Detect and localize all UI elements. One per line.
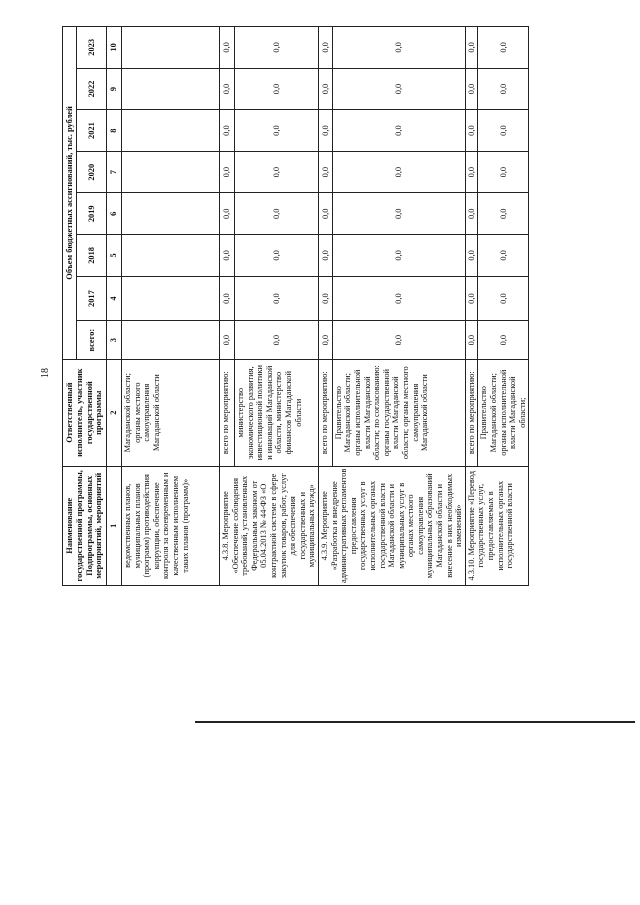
- value-total: [122, 321, 220, 359]
- column-number: 2: [107, 359, 122, 466]
- value-2022: 0,0: [235, 68, 319, 110]
- header-year: 2017: [77, 276, 107, 321]
- header-year: 2023: [77, 27, 107, 69]
- value-2018: 0,0: [318, 235, 332, 277]
- rotated-table-container: [62, 26, 622, 586]
- column-number: 6: [107, 193, 122, 235]
- header-budget-group: Объем бюджетных ассигнований, тыс. рублей: [63, 27, 77, 360]
- value-2019: 0,0: [318, 193, 332, 235]
- row-name: 4.3.10. Мероприятие «Перевод государственных услуг, предоставляемых в исполнительных органах государственной власти: [465, 466, 529, 585]
- value-total: 0,0: [235, 321, 319, 359]
- column-number: 3: [107, 321, 122, 359]
- page-number: 18: [40, 368, 51, 378]
- value-2019: 0,0: [465, 193, 478, 235]
- column-number: 7: [107, 151, 122, 193]
- value-2023: 0,0: [220, 27, 235, 69]
- value-total: 0,0: [478, 321, 529, 359]
- header-responsible: Ответственный исполнитель, участник государственной программы: [63, 359, 107, 466]
- value-2023: [122, 27, 220, 69]
- value-2020: 0,0: [478, 151, 529, 193]
- header-year: 2022: [77, 68, 107, 110]
- value-2018: 0,0: [332, 235, 465, 277]
- header-year: 2020: [77, 151, 107, 193]
- value-total: 0,0: [332, 321, 465, 359]
- row-name: ведомственных планов, муниципальных планов (программ) противодействия коррупции, обеспечение контроля за своевременным и качественным исполнением таких планов (программ)»: [122, 466, 220, 585]
- budget-table: [62, 26, 529, 586]
- value-2023: 0,0: [332, 27, 465, 69]
- value-2018: [122, 235, 220, 277]
- row-responsible: Правительство Магаданской области; органы исполнительной власти Магаданской области; по согласованию: органы государственной власти Магаданской области; органы местного самоуправления Магаданской области: [332, 359, 465, 466]
- value-2019: 0,0: [332, 193, 465, 235]
- value-total: 0,0: [318, 321, 332, 359]
- value-2022: 0,0: [220, 68, 235, 110]
- value-2018: 0,0: [465, 235, 478, 277]
- value-2021: 0,0: [235, 110, 319, 152]
- value-2023: 0,0: [318, 27, 332, 69]
- header-year: 2021: [77, 110, 107, 152]
- value-2017: [122, 276, 220, 321]
- value-total: 0,0: [465, 321, 478, 359]
- row-responsible: всего по мероприятию:: [318, 359, 332, 466]
- value-total: 0,0: [220, 321, 235, 359]
- value-2019: 0,0: [478, 193, 529, 235]
- value-2023: 0,0: [235, 27, 319, 69]
- value-2021: 0,0: [220, 110, 235, 152]
- column-number: 10: [107, 27, 122, 69]
- column-number: 9: [107, 68, 122, 110]
- footer-rule: [195, 721, 635, 723]
- value-2019: 0,0: [220, 193, 235, 235]
- value-2020: 0,0: [318, 151, 332, 193]
- row-name: 4.3.8. Мероприятие «Обеспечение соблюдения требований, установленных Федеральным законом от 05.04.2013 № 44-ФЗ «О контрактной системе в сфере закупок товаров, работ, услуг для обеспечения государственных и муниципальных нужд»: [220, 466, 319, 585]
- value-2022: 0,0: [332, 68, 465, 110]
- value-2020: 0,0: [235, 151, 319, 193]
- column-number: 8: [107, 110, 122, 152]
- value-2018: 0,0: [235, 235, 319, 277]
- column-number: 5: [107, 235, 122, 277]
- value-2017: 0,0: [220, 276, 235, 321]
- value-2020: 0,0: [332, 151, 465, 193]
- value-2022: 0,0: [478, 68, 529, 110]
- header-name: Наименование государственной программы, Подпрограммы, основных мероприятий, мероприятий: [63, 466, 107, 585]
- value-2018: 0,0: [478, 235, 529, 277]
- row-responsible: всего по мероприятию:: [220, 359, 235, 466]
- value-2022: 0,0: [318, 68, 332, 110]
- value-2017: 0,0: [332, 276, 465, 321]
- table-row: [318, 27, 332, 586]
- column-number: 4: [107, 276, 122, 321]
- value-2020: 0,0: [465, 151, 478, 193]
- value-2020: 0,0: [220, 151, 235, 193]
- value-2017: 0,0: [478, 276, 529, 321]
- value-2021: 0,0: [478, 110, 529, 152]
- header-year: 2019: [77, 193, 107, 235]
- row-responsible: Магаданской области; органы местного самоуправления Магаданской области: [122, 359, 220, 466]
- value-2017: 0,0: [465, 276, 478, 321]
- column-number: 1: [107, 466, 122, 585]
- value-2022: 0,0: [465, 68, 478, 110]
- value-2017: 0,0: [318, 276, 332, 321]
- table-row: [220, 27, 235, 586]
- row-name: 4.3.9. Мероприятие «Разработка и внедрение административных регламентов предоставления государственных услуг в исполнительных органах государственной власти Магаданской области и муниципальных услуг в органах местного самоуправления муниципальных образований Магаданской области и внесение в них необходимых изменений»: [318, 466, 465, 585]
- value-2022: [122, 68, 220, 110]
- row-responsible: министерство экономического развития, инвестиционной политики и инноваций Магаданской области, министерство финансов Магаданской области: [235, 359, 319, 466]
- value-2023: 0,0: [465, 27, 478, 69]
- value-2021: 0,0: [318, 110, 332, 152]
- value-2019: 0,0: [235, 193, 319, 235]
- value-2021: [122, 110, 220, 152]
- header-year: 2018: [77, 235, 107, 277]
- value-2023: 0,0: [478, 27, 529, 69]
- table-row: [465, 27, 478, 586]
- row-responsible: Правительство Магаданской области; органы исполнительной власти Магаданской области;: [478, 359, 529, 466]
- value-2018: 0,0: [220, 235, 235, 277]
- value-2021: 0,0: [332, 110, 465, 152]
- header-total: всего:: [77, 321, 107, 359]
- row-responsible: всего по мероприятию:: [465, 359, 478, 466]
- value-2017: 0,0: [235, 276, 319, 321]
- table-row: [122, 27, 220, 586]
- value-2020: [122, 151, 220, 193]
- value-2021: 0,0: [465, 110, 478, 152]
- value-2019: [122, 193, 220, 235]
